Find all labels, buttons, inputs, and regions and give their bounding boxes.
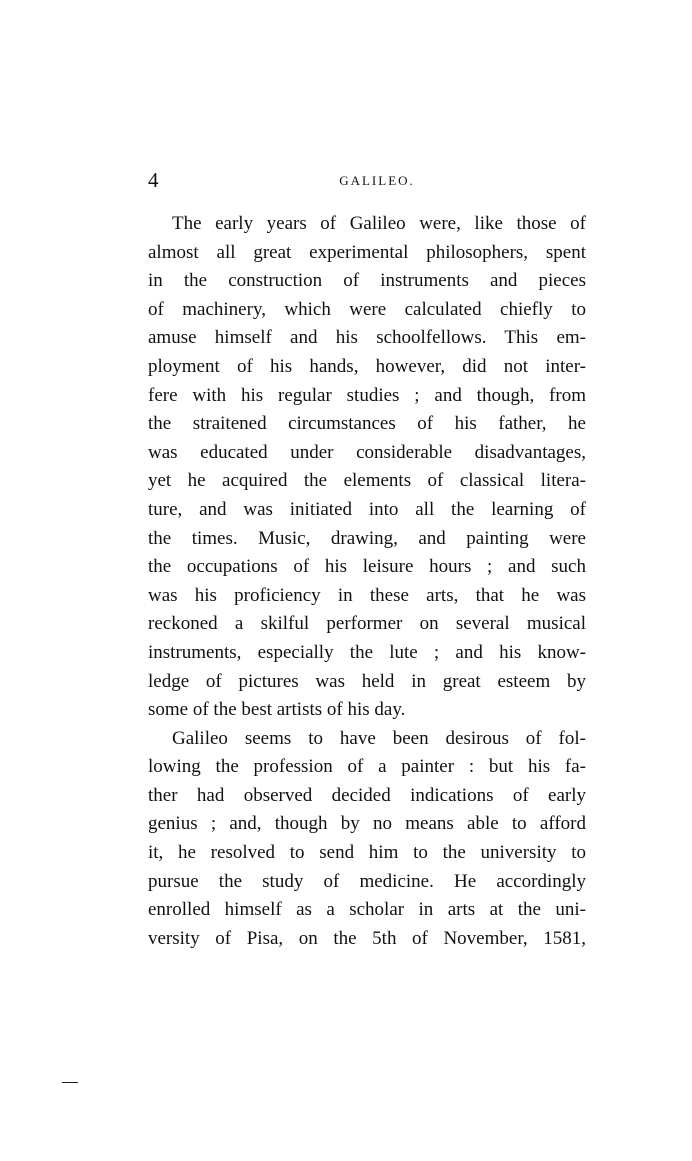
text-line: some of the best artists of his day. bbox=[148, 699, 406, 721]
page-number: 4 bbox=[148, 168, 159, 192]
running-head: GALILEO. bbox=[339, 173, 415, 188]
text-line: enrolled himself as a scholar in arts at the uni- bbox=[148, 899, 586, 921]
text-line: pursue the study of medicine. He accordingly bbox=[148, 870, 586, 892]
text-line: the times. Music, drawing, and painting were bbox=[148, 527, 586, 549]
page-header bbox=[148, 166, 586, 194]
text-line: The early years of Galileo were, like those of bbox=[172, 213, 586, 234]
text-line: ture, and was initiated into all the learning of bbox=[148, 498, 586, 520]
paragraph-1 bbox=[148, 210, 586, 725]
text-line: yet he acquired the elements of classical litera- bbox=[148, 470, 586, 492]
text-line: ledge of pictures was held in great esteem by bbox=[148, 670, 586, 692]
text-line: almost all great experimental philosophers, spent bbox=[148, 241, 586, 263]
body-text bbox=[148, 210, 586, 953]
text-line: in the construction of instruments and pieces bbox=[148, 270, 586, 292]
text-line: reckoned a skilful performer on several musical bbox=[148, 613, 586, 635]
text-line: lowing the profession of a painter : but his fa- bbox=[148, 756, 586, 778]
text-line: versity of Pisa, on the 5th of November, 1581, bbox=[148, 927, 586, 949]
text-line: the straitened circumstances of his father, he bbox=[148, 413, 586, 435]
text-line: was educated under considerable disadvantages, bbox=[148, 441, 586, 463]
text-line: of machinery, which were calculated chiefly to bbox=[148, 298, 586, 320]
text-line: ther had observed decided indications of early bbox=[148, 784, 586, 806]
paragraph-2 bbox=[148, 725, 586, 954]
text-line: ployment of his hands, however, did not inter- bbox=[148, 355, 586, 377]
text-line: was his proficiency in these arts, that he was bbox=[148, 584, 586, 606]
text-line: the occupations of his leisure hours ; and such bbox=[148, 556, 586, 578]
text-line: instruments, especially the lute ; and his know- bbox=[148, 641, 586, 663]
text-line: genius ; and, though by no means able to afford bbox=[148, 813, 586, 835]
text-line: fere with his regular studies ; and though, from bbox=[148, 384, 586, 406]
footer-rule bbox=[62, 1082, 78, 1083]
text-line: amuse himself and his schoolfellows. This em- bbox=[148, 327, 586, 349]
text-line: it, he resolved to send him to the university to bbox=[148, 842, 586, 864]
text-line: Galileo seems to have been desirous of fol- bbox=[172, 727, 586, 749]
